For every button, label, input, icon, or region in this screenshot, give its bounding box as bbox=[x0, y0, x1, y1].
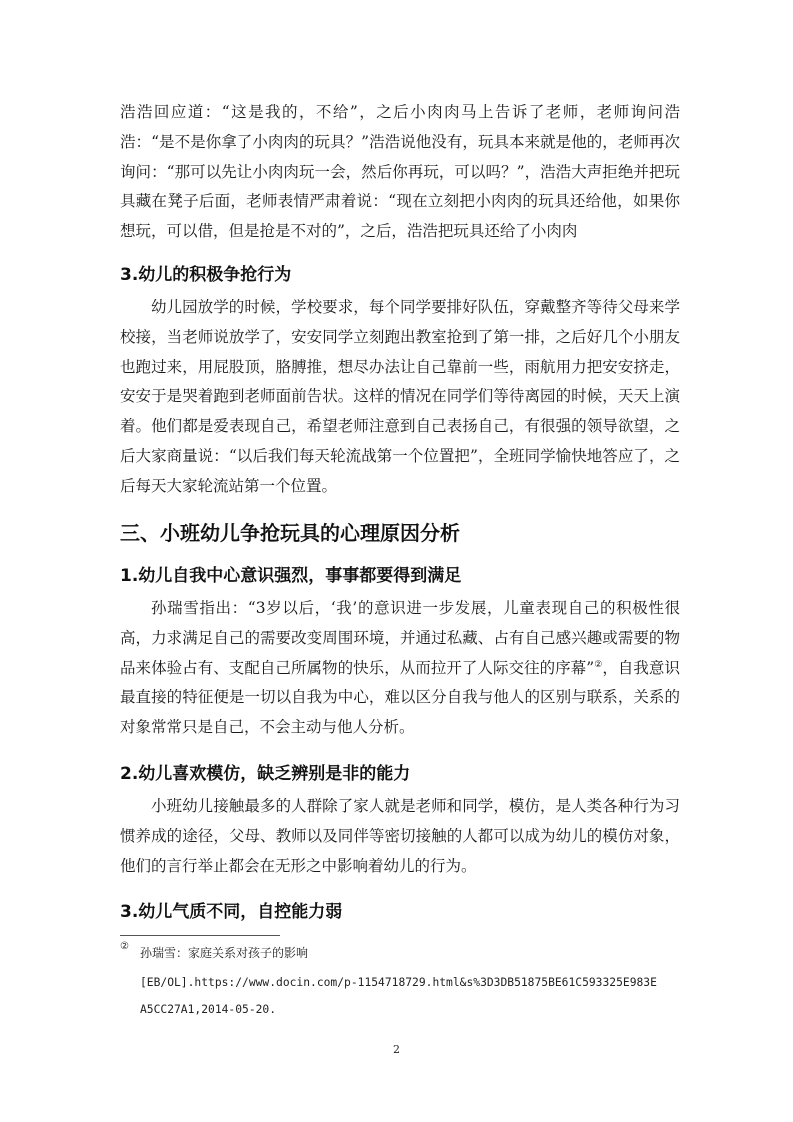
paragraph-egocentric-part2: ，自我意识最直接的特征便是一切以自我为中心，难以区分自我与他人的区别与联系，关系的对象常常只是自己，不会主动与他人分析。 bbox=[120, 658, 680, 737]
footnote-line-3: A5CC27A1,2014-05-20. bbox=[140, 1003, 277, 1016]
heading-egocentric: 1.幼儿自我中心意识强烈，事事都要得到满足 bbox=[120, 566, 462, 586]
footnote-line-2: [EB/OL].https://www.docin.com/p-1154718729.html&s%3D3DB51875BE61C593325E983E bbox=[140, 976, 657, 989]
footnote-divider bbox=[120, 935, 280, 936]
paragraph-active-grabbing: 幼儿园放学的时候，学校要求，每个同学要排好队伍，穿戴整齐等待父母来学校接，当老师说放学了，安安同学立刻跑出教室抢到了第一排，之后好几个小朋友也跑过来，用屁股顶，胳膊推，想尽办法让自己靠前一些，雨航用力把安安挤走，安安于是哭着跑到老师面前告状。这样的情况在同学们等待离园的时候，天天上演着。他们都是爱表现自己，希望老师注意到自己表扬自己，有很强的领导欲望，之后大家商量说：“以后我们每天轮流战第一个位置把”，全班同学愉快地答应了，之后每天大家轮流站第一个位置。 bbox=[120, 298, 680, 495]
section-title: 三、小班幼儿争抢玩具的心理原因分析 bbox=[120, 521, 460, 545]
heading-active-grabbing: 3.幼儿的积极争抢行为 bbox=[120, 265, 292, 285]
footnote-mark: ② bbox=[120, 941, 129, 952]
page-number: 2 bbox=[393, 1043, 400, 1056]
paragraph-intro: 浩浩回应道：“这是我的，不给”，之后小肉肉马上告诉了老师，老师询问浩浩：“是不是你拿了小肉肉的玩具？”浩浩说他没有，玩具本来就是他的，老师再次询问：“那可以先让小肉肉玩一会，然后你再玩，可以吗？”，浩浩大声拒绝并把玩具藏在凳子后面，老师表情严肃着说：“现在立刻把小肉肉的玩具还给他，如果你想玩，可以借，但是抢是不对的”，之后，浩浩把玩具还给了小肉肉 bbox=[120, 103, 680, 241]
paragraph-egocentric-part1: 孙瑞雪指出：“3岁以后，‘我’的意识进一步发展，儿童表现自己的积极性很高，力求满足自己的需要改变周围环境，并通过私藏、占有自己感兴趣或需要的物品来体验占有、支配自己所属物的快乐，从而拉开了人际交往的序幕” bbox=[120, 599, 680, 677]
footnote-reference[interactable]: ② bbox=[594, 659, 603, 670]
paragraph-egocentric bbox=[120, 594, 680, 743]
footnote-line-1: 孙瑞雪：家庭关系对孩子的影响 bbox=[140, 946, 309, 960]
paragraph-imitation: 小班幼儿接触最多的人群除了家人就是老师和同学，模仿，是人类各种行为习惯养成的途径，父母、教师以及同伴等密切接触的人都可以成为幼儿的模仿对象，他们的言行举止都会在无形之中影响着幼儿的行为。 bbox=[120, 797, 680, 875]
heading-temperament: 3.幼儿气质不同，自控能力弱 bbox=[120, 902, 343, 922]
heading-imitation: 2.幼儿喜欢模仿，缺乏辨别是非的能力 bbox=[120, 764, 411, 784]
